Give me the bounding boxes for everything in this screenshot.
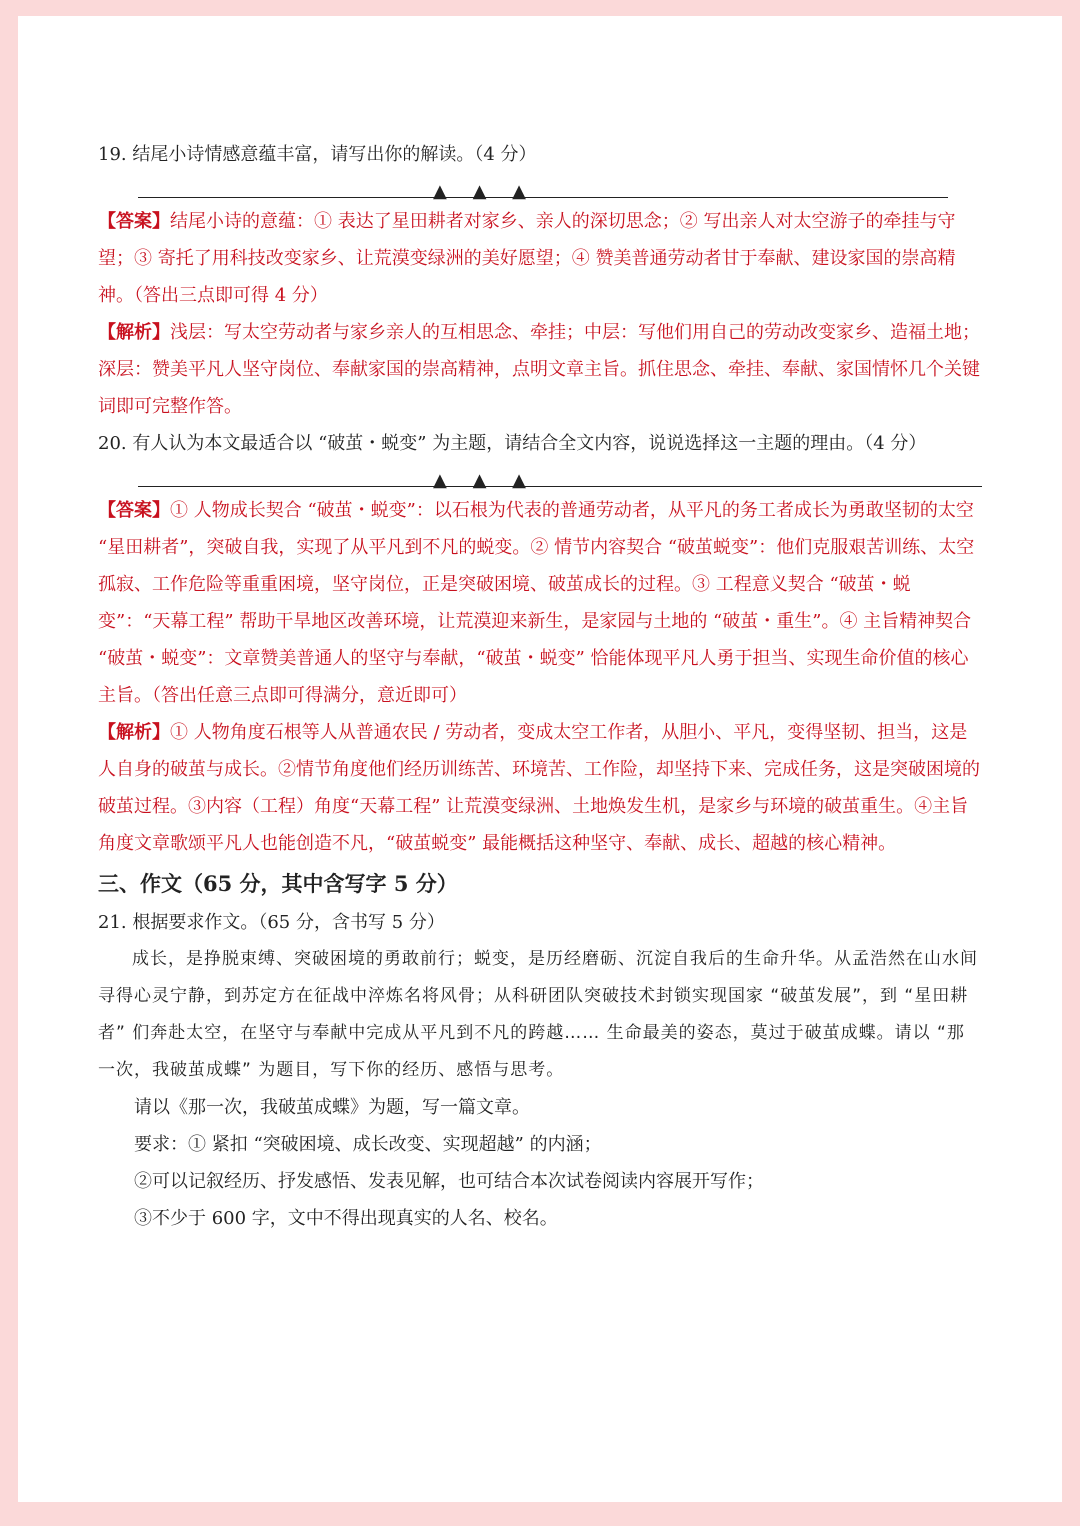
- question-19: 19. 结尾小诗情感意蕴丰富，请写出你的解读。（4 分）: [98, 144, 537, 165]
- analysis-19: [98, 314, 982, 425]
- answer-line: [98, 173, 982, 203]
- essay-instruction: 请以《那一次，我破茧成蝶》为题，写一篇文章。: [134, 1097, 530, 1118]
- triangle-marker-icon: ▲ ▲ ▲: [433, 181, 536, 202]
- essay-requirement-3: ③不少于 600 字，文中不得出现真实的人名、校名。: [134, 1208, 558, 1229]
- answer-tag: 【答案】: [98, 211, 170, 232]
- analysis-20-text: ① 人物角度石根等人从普通农民 / 劳动者，变成太空工作者，从胆小、平凡，变得坚韧、担当，这是人自身的破茧与成长。②情节角度他们经历训练苦、环境苦、工作险，却坚持下来、完成任务，这是突破困境的破茧过程。③内容（工程）角度“天幕工程” 让荒漠变绿洲、土地焕发生机，是家乡与环境的破茧重生。④主旨角度文章歌颂平凡人也能创造不凡，“破茧蜕变” 最能概括这种坚守、奉献、成长、超越的核心精神。: [98, 722, 980, 854]
- answer-19: [98, 203, 982, 314]
- answer-line: [98, 462, 982, 492]
- essay-requirement-2: ②可以记叙经历、抒发感悟、发表见解，也可结合本次试卷阅读内容展开写作；: [134, 1171, 764, 1192]
- analysis-20: [98, 714, 982, 862]
- question-21: 21. 根据要求作文。（65 分，含书写 5 分）: [98, 912, 445, 933]
- essay-question: [98, 904, 982, 1237]
- analysis-tag: 【解析】: [98, 322, 170, 343]
- question-20: 20. 有人认为本文最适合以 “破茧・蜕变” 为主题，请结合全文内容，说说选择这一主题的理由。（4 分）: [98, 433, 927, 454]
- exam-page: [18, 16, 1062, 1502]
- essay-requirement-1: 要求：① 紧扣 “突破困境、成长改变、实现超越” 的内涵；: [134, 1134, 602, 1155]
- answer-19-text: 结尾小诗的意蕴：① 表达了星田耕者对家乡、亲人的深切思念；② 写出亲人对太空游子的牵挂与守望；③ 寄托了用科技改变家乡、让荒漠变绿洲的美好愿望；④ 赞美普通劳动者甘于奉献、建设家国的崇高精神。（答出三点即可得 4 分）: [98, 211, 956, 306]
- section-title: 三、作文（65 分，其中含写字 5 分）: [98, 871, 458, 896]
- analysis-19-text: 浅层：写太空劳动者与家乡亲人的互相思念、牵挂；中层：写他们用自己的劳动改变家乡、造福土地；深层：赞美平凡人坚守岗位、奉献家国的崇高精神，点明文章主旨。抓住思念、牵挂、奉献、家国情怀几个关键词即可完整作答。: [98, 322, 980, 417]
- essay-prompt: 成长，是挣脱束缚、突破困境的勇敢前行；蜕变，是历经磨砺、沉淀自我后的生命升华。从孟浩然在山水间寻得心灵宁静，到苏定方在征战中淬炼名将风骨；从科研团队突破技术封锁实现国家 “破茧发展”，到 “星田耕者” 们奔赴太空，在坚守与奉献中完成从平凡到不凡的跨越…… 生命最美的姿态，莫过于破茧成蝶。请以 “那一次，我破茧成蝶” 为题目，写下你的经历、感悟与思考。: [98, 949, 978, 1080]
- answer-20-text: ① 人物成长契合 “破茧・蜕变”：以石根为代表的普通劳动者，从平凡的务工者成长为勇敢坚韧的太空 “星田耕者”，突破自我，实现了从平凡到不凡的蜕变。② 情节内容契合 “破茧蜕变”：他们克服艰苦训练、太空孤寂、工作危险等重重困境，坚守岗位，正是突破困境、破茧成长的过程。③ 工程意义契合 “破茧・蜕变”：“天幕工程” 帮助干旱地区改善环境，让荒漠迎来新生，是家园与土地的 “破茧・重生”。④ 主旨精神契合 “破茧・蜕变”：文章赞美普通人的坚守与奉献，“破茧・蜕变” 恰能体现平凡人勇于担当、实现生命价值的核心主旨。（答出任意三点即可得满分，意近即可）: [98, 500, 975, 706]
- exam-content: [98, 136, 982, 1237]
- triangle-marker-icon: ▲ ▲ ▲: [433, 470, 536, 491]
- answer-tag: 【答案】: [98, 500, 170, 521]
- answer-20: [98, 492, 982, 714]
- analysis-tag: 【解析】: [98, 722, 170, 743]
